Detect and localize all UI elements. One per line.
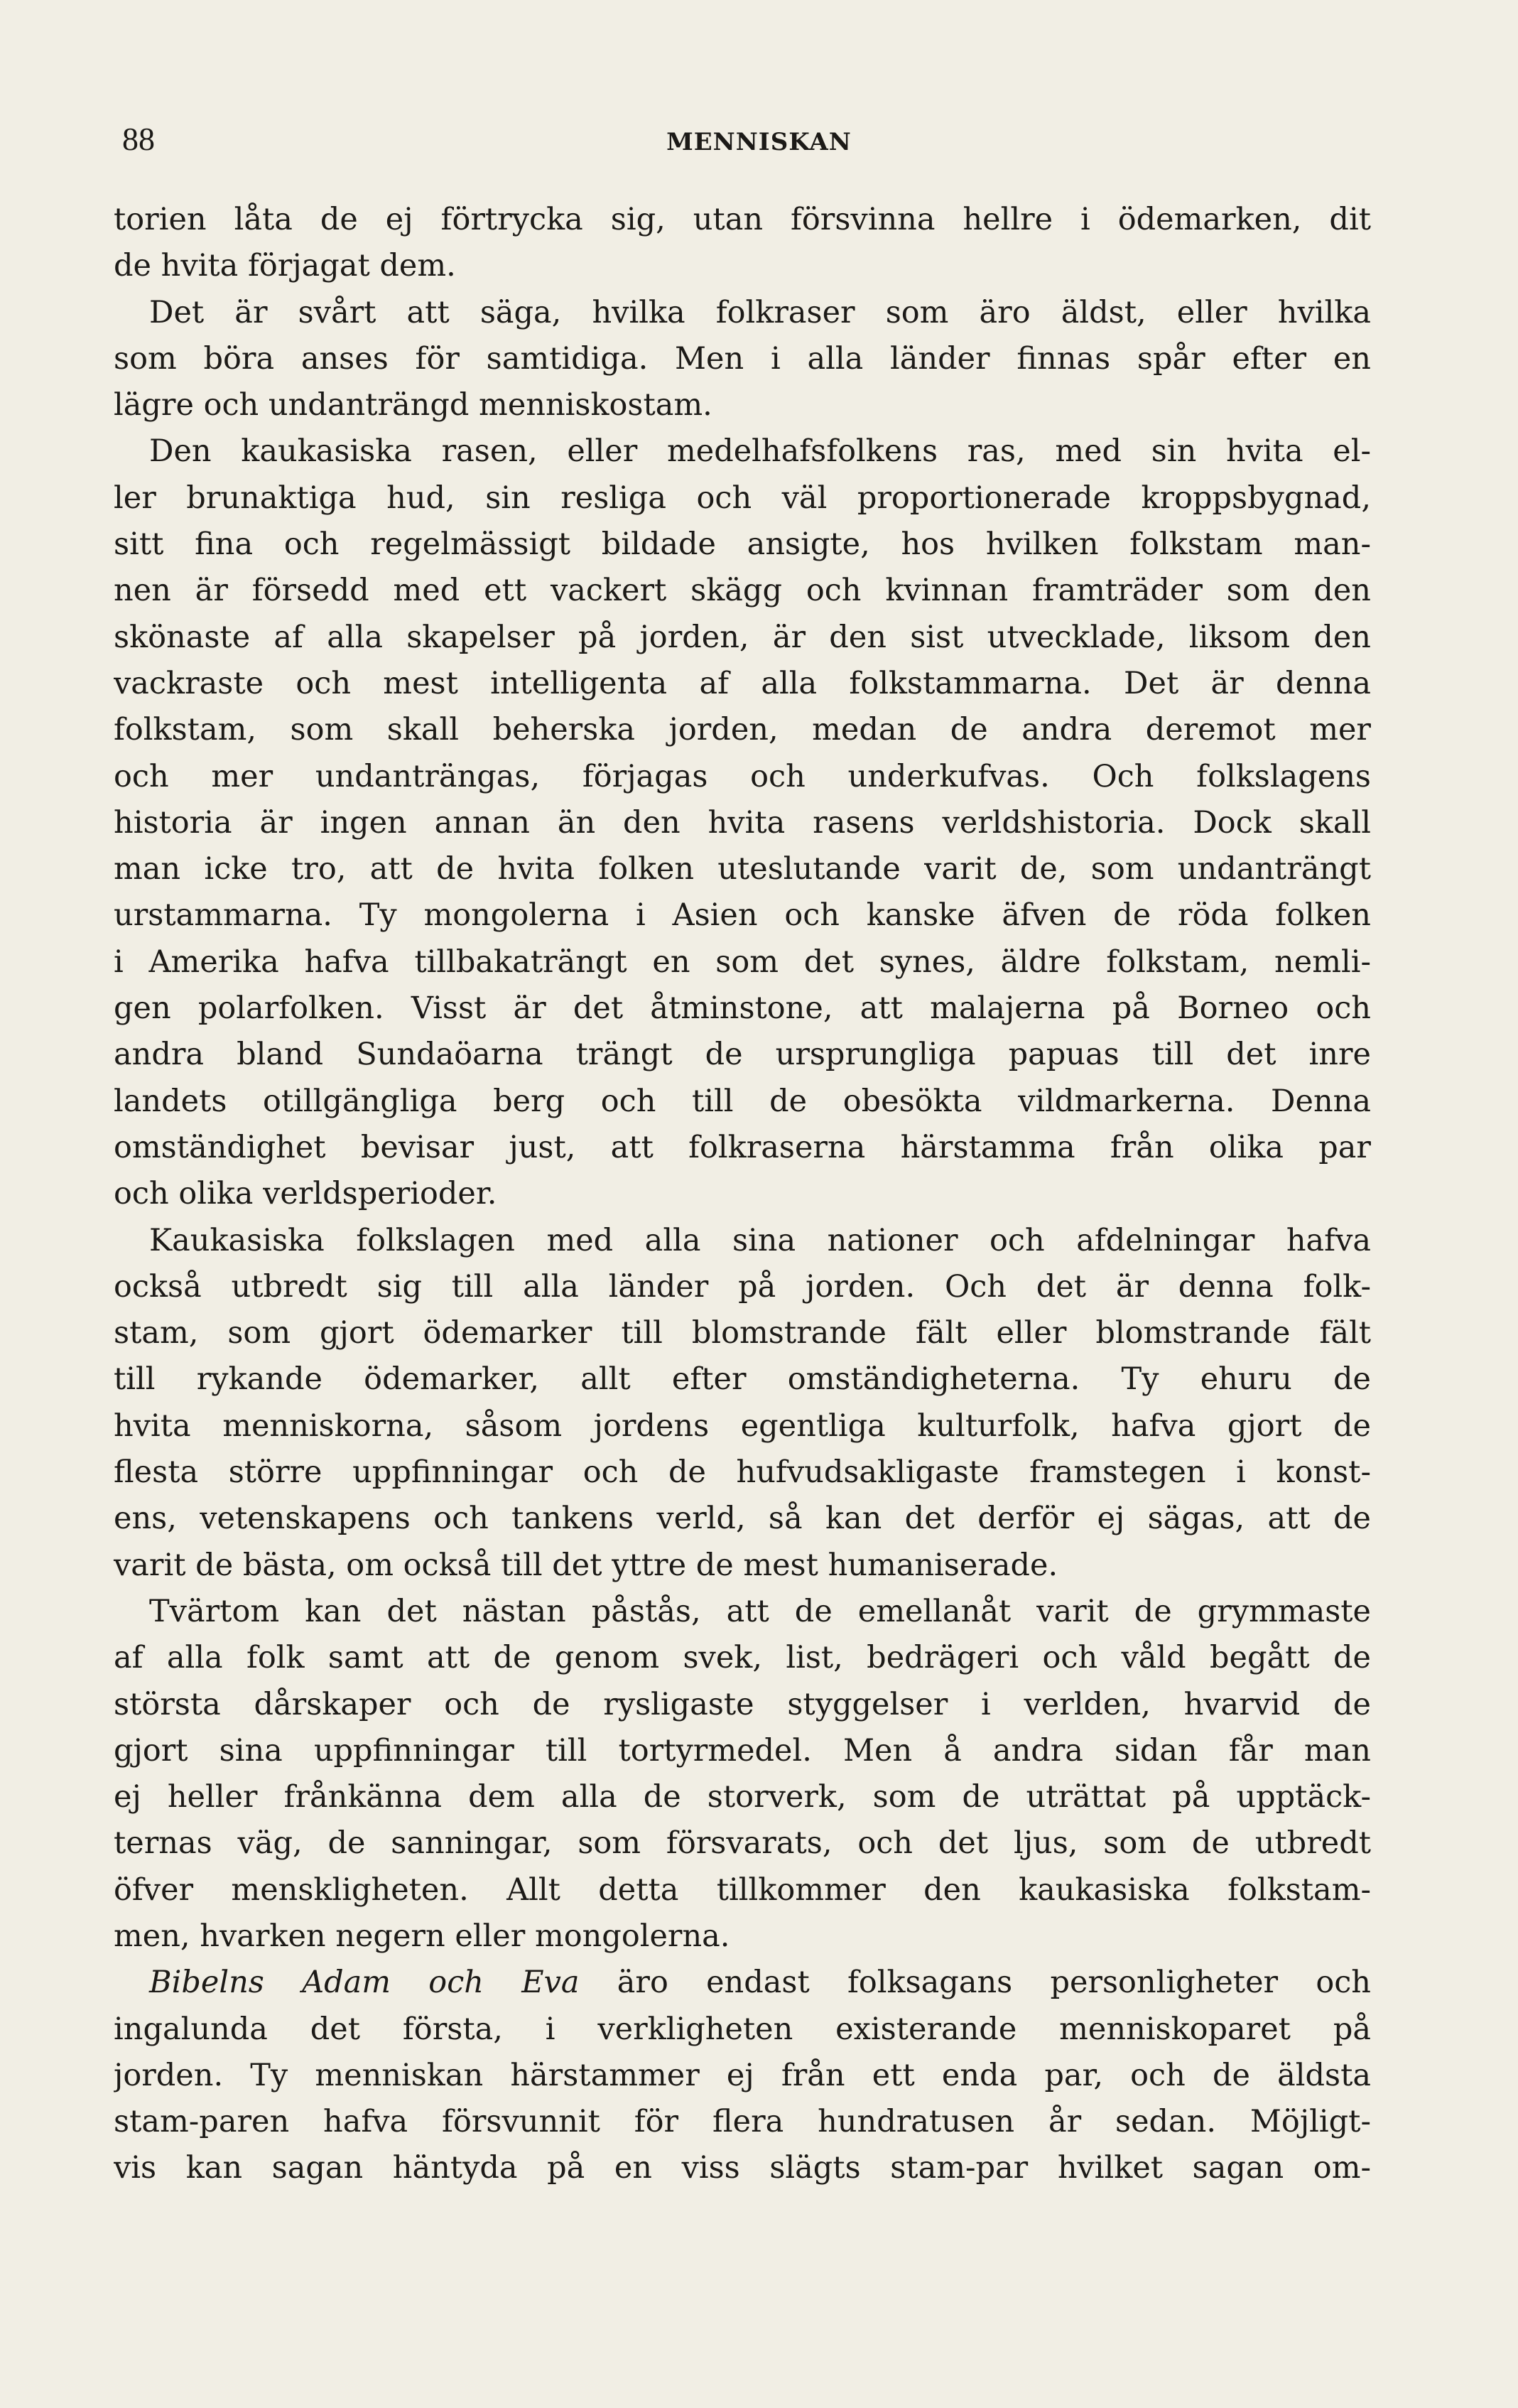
text-line: ler brunaktiga hud, sin resliga och väl proportionerade kroppsbygnad, xyxy=(114,480,1371,516)
text-line: nen är försedd med ett vackert skägg och kvinnan framträder som den xyxy=(114,573,1371,609)
text-line: vackraste och mest intelligenta af alla folkstammarna. Det är denna xyxy=(114,665,1371,701)
text-line: gjort sina uppfinningar till tortyrmedel. Men å andra sidan får man xyxy=(114,1732,1371,1769)
text-line: Tvärtom kan det nästan påstås, att de emellanåt varit de grymmaste xyxy=(149,1593,1371,1629)
text-line: folkstam, som skall beherska jorden, medan de andra deremot mer xyxy=(114,712,1371,748)
text-line: största dårskaper och de rysligaste styggelser i verlden, hvarvid de xyxy=(114,1686,1371,1722)
text-line: till rykande ödemarker, allt efter omständigheterna. Ty ehuru de xyxy=(114,1361,1371,1398)
text-line: jorden. Ty menniskan härstammer ej från ett enda par, och de äldsta xyxy=(114,2057,1371,2093)
running-head: MENNISKAN xyxy=(666,128,852,156)
text-line: som böra anses för samtidiga. Men i alla länder finnas spår efter en xyxy=(114,340,1371,377)
text-line: Det är svårt att säga, hvilka folkraser som äro äldst, eller hvilka xyxy=(149,294,1371,330)
text-line: stam-paren hafva försvunnit för flera hundratusen år sedan. Möjligt- xyxy=(114,2104,1371,2140)
text-line: och olika verldsperioder. xyxy=(114,1176,497,1212)
text-line: vis kan sagan häntyda på en viss slägts stam-par hvilket sagan om- xyxy=(114,2150,1371,2186)
text-line: man icke tro, att de hvita folken uteslutande varit de, som undanträngt xyxy=(114,851,1371,887)
text-line: landets otillgängliga berg och till de obesökta vildmarkerna. Denna xyxy=(114,1083,1371,1119)
text-line: af alla folk samt att de genom svek, list, bedrägeri och våld begått de xyxy=(114,1640,1371,1676)
text-line: omständighet bevisar just, att folkraserna härstamma från olika par xyxy=(114,1129,1371,1165)
text-line: öfver menskligheten. Allt detta tillkommer den kaukasiska folkstam- xyxy=(114,1872,1371,1908)
text-line: lägre och undanträngd menniskostam. xyxy=(114,387,712,423)
text-line: Kaukasiska folkslagen med alla sina nationer och afdelningar hafva xyxy=(149,1222,1371,1258)
text-line: skönaste af alla skapelser på jorden, är den sist utvecklade, liksom den xyxy=(114,619,1371,655)
text-line: gen polarfolken. Visst är det åtminstone, att malajerna på Borneo och xyxy=(114,990,1371,1027)
body-text xyxy=(114,197,1371,2192)
text-line: ingalunda det första, i verkligheten existerande menniskoparet på xyxy=(114,2011,1371,2047)
text-line: också utbredt sig till alla länder på jorden. Och det är denna folk- xyxy=(114,1268,1371,1305)
text-line: ej heller frånkänna dem alla de storverk, som de uträttat på upptäck- xyxy=(114,1779,1371,1815)
page-number: 88 xyxy=(122,121,155,157)
text-line: stam, som gjort ödemarker till blomstrande fält eller blomstrande fält xyxy=(114,1315,1371,1351)
italic-phrase: Bibelns Adam och Eva xyxy=(149,1965,580,2001)
text-line: hvita menniskorna, såsom jordens egentliga kulturfolk, hafva gjort de xyxy=(114,1408,1371,1444)
text-line: urstammarna. Ty mongolerna i Asien och kanske äfven de röda folken xyxy=(114,897,1371,934)
text-line: varit de bästa, om också till det yttre de mest humaniserade. xyxy=(114,1547,1058,1583)
text-line: ternas väg, de sanningar, som försvarats, och det ljus, som de utbredt xyxy=(114,1825,1371,1862)
text-line: Den kaukasiska rasen, eller medelhafsfolkens ras, med sin hvita el- xyxy=(149,433,1371,470)
text-line: torien låta de ej förtrycka sig, utan försvinna hellre i ödemarken, dit xyxy=(114,202,1371,237)
text-line-rest: äro endast folksagans personligheter och xyxy=(579,1965,1371,2001)
text-line: flesta större uppfinningar och de hufvudsakligaste framstegen i konst- xyxy=(114,1454,1371,1491)
text-line: andra bland Sundaöarna trängt de ursprungliga papuas till det inre xyxy=(114,1037,1371,1073)
text-line: och mer undanträngas, förjagas och underkufvas. Och folkslagens xyxy=(114,758,1371,794)
text-line xyxy=(114,1960,1371,2006)
text-line: de hvita förjagat dem. xyxy=(114,248,456,284)
text-line: men, hvarken negern eller mongolerna. xyxy=(114,1918,730,1954)
text-line: i Amerika hafva tillbakaträngt en som det synes, äldre folkstam, nemli- xyxy=(114,944,1371,980)
text-line: sitt fina och regelmässigt bildade ansigte, hos hvilken folkstam man- xyxy=(114,527,1371,563)
text-line: ens, vetenskapens och tankens verld, så kan det derför ej sägas, att de xyxy=(114,1501,1371,1537)
text-line: historia är ingen annan än den hvita rasens verldshistoria. Dock skall xyxy=(114,804,1371,841)
